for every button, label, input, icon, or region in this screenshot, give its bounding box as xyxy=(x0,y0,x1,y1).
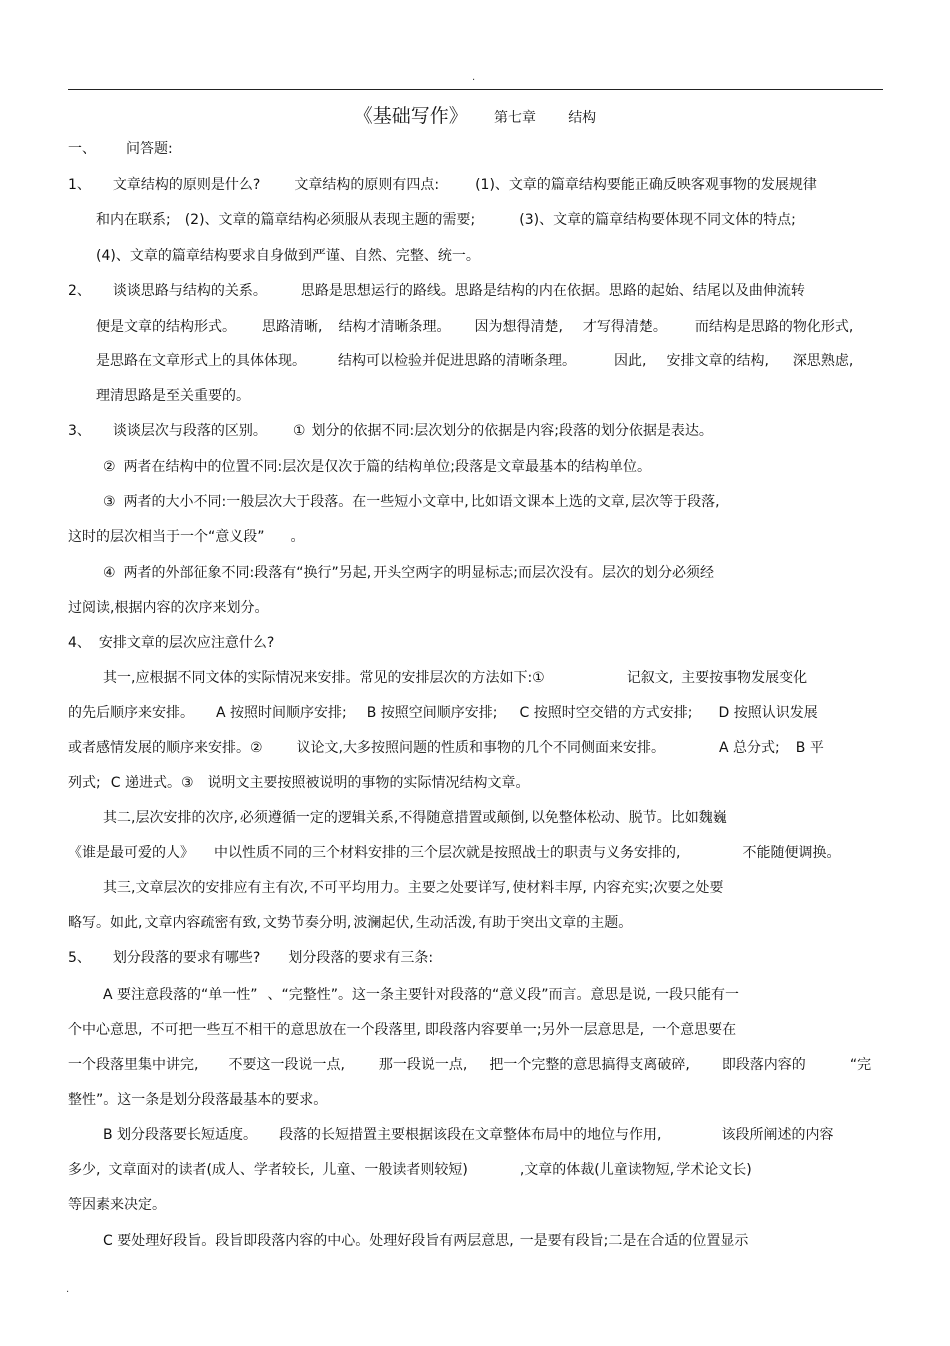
book-title: 《基础写作》 xyxy=(353,105,468,127)
text-segment: 略写。如此, xyxy=(68,915,143,931)
text-segment: 理清思路是至关重要的。 xyxy=(96,388,250,404)
text-segment: 文章内容疏密有致, xyxy=(144,915,261,931)
text-segment: 和内在联系; xyxy=(96,212,171,228)
text-segment: 文章面对的读者(成人、学者较长, xyxy=(108,1162,315,1178)
text-segment: 使材料丰厚, xyxy=(512,880,587,896)
text-segment: 等因素来决定。 xyxy=(68,1197,166,1213)
text-segment: C 要处理好段旨。段旨即段落内容的中心。处理好段旨有两层意思, xyxy=(103,1233,514,1249)
text-segment: 结构才清晰条理。 xyxy=(338,319,451,335)
chapter-label: 第七章 xyxy=(494,110,536,126)
text-line xyxy=(68,599,268,617)
header-rule xyxy=(68,89,883,90)
text-segment: 两者的外部征象不同:段落有“换行”另起, xyxy=(123,565,372,581)
text-segment: C 按照时空交错的方式安排; xyxy=(519,705,693,721)
text-segment: 一、 xyxy=(68,141,96,157)
text-line xyxy=(96,387,250,405)
text-segment: 主要按事物发展变化 xyxy=(681,670,808,686)
text-line xyxy=(103,564,714,582)
text-segment: 两者的大小不同:一般层次大于段落。在一些短小文章中, xyxy=(123,494,469,510)
text-segment: 有助于突出文章的主题。 xyxy=(478,915,633,931)
text-segment: 议论文,大多按照问题的性质和事物的几个不同侧面来安排。 xyxy=(296,740,666,756)
text-segment: 儿童、一般读者则较短) xyxy=(322,1162,468,1178)
text-segment: 因此, xyxy=(614,353,647,369)
text-segment: 结构可以检验并促进思路的清晰条理。 xyxy=(338,353,576,369)
text-segment: 思路是思想运行的路线。思路是结构的内在依据。思路的起始、结尾以及曲伸流转 xyxy=(300,283,805,299)
text-segment: 个中心意思, xyxy=(68,1022,143,1038)
text-segment: 即段落内容的 xyxy=(721,1057,806,1073)
footer-mark: . xyxy=(66,1284,70,1295)
text-segment: 不可把一些互不相干的意思放在一个段落里, xyxy=(150,1022,421,1038)
text-line xyxy=(68,1196,166,1214)
text-segment: 说明文主要按照被说明的事物的实际情况结构文章。 xyxy=(207,775,530,791)
text-segment: 谈谈层次与段落的区别。 xyxy=(112,423,267,439)
text-segment: C 递进式。③ xyxy=(110,775,194,791)
text-segment: 段落的长短措置主要根据该段在文章整体布局中的地位与作用, xyxy=(279,1127,662,1143)
text-line xyxy=(68,739,824,757)
text-segment: 安排文章的层次应注意什么? xyxy=(98,635,275,651)
text-segment: 不能随便调换。 xyxy=(742,845,841,861)
text-segment: (4)、文章的篇章结构要求自身做到严谨、自然、完整、统一。 xyxy=(96,248,480,264)
text-segment: 或者感情发展的顺序来安排。② xyxy=(68,740,263,756)
text-segment: 即段落内容要单一;另外一层意思是, xyxy=(424,1022,645,1038)
text-segment: 1、 xyxy=(68,177,91,193)
text-segment: 过阅读,根据内容的次序来划分。 xyxy=(68,600,269,616)
text-segment: 4、 xyxy=(68,635,91,651)
text-segment: (2)、文章的篇章结构必须服从表现主题的需要; xyxy=(184,212,476,228)
text-line xyxy=(68,282,805,300)
text-segment: 划分段落的要求有哪些? xyxy=(112,950,261,966)
text-segment: 生动活泼, xyxy=(415,915,477,931)
text-line xyxy=(68,528,305,546)
text-segment: 一个意思要在 xyxy=(652,1022,737,1038)
text-segment: 思路清晰, xyxy=(262,319,323,335)
text-segment: 必须遵循一定的逻辑关系,不得随意措置或颠倒, xyxy=(239,810,529,826)
text-segment: 深思熟虑, xyxy=(792,353,854,369)
text-segment: 把一个完整的意思搞得支离破碎, xyxy=(489,1057,690,1073)
text-segment: 不要这一段说一点, xyxy=(228,1057,345,1073)
text-line xyxy=(68,774,530,792)
text-segment: A 要注意段落的“单一性” xyxy=(103,987,258,1003)
text-line xyxy=(68,140,173,158)
text-segment: 列式; xyxy=(68,775,101,791)
text-segment: 便是文章的结构形式。 xyxy=(96,319,236,335)
text-segment: 。 xyxy=(290,529,305,545)
text-segment: 而结构是思路的物化形式, xyxy=(694,319,854,335)
text-segment: 《谁是最可爱的人》 xyxy=(68,845,194,861)
text-segment: D 按照认识发展 xyxy=(718,705,818,721)
text-segment: 问答题: xyxy=(126,141,173,157)
text-line xyxy=(68,1021,736,1039)
text-segment: 波澜起伏, xyxy=(353,915,414,931)
text-segment: 整性”。这一条是划分段落最基本的要求。 xyxy=(68,1092,328,1108)
text-segment: 比如语文课本上选的文章, xyxy=(470,494,630,510)
text-segment: 、“完整性”。这一条主要针对段落的“意义段”而言。意思是说, xyxy=(267,987,652,1003)
text-segment: 学术论文长) xyxy=(676,1162,752,1178)
text-segment: ② xyxy=(103,459,116,475)
text-segment: 其二,层次安排的次序, xyxy=(103,810,238,826)
text-line xyxy=(96,247,480,265)
text-line xyxy=(68,634,274,652)
text-segment: 一个段落里集中讲完, xyxy=(68,1057,199,1073)
text-segment: 2、 xyxy=(68,283,91,299)
text-segment: 5、 xyxy=(68,950,91,966)
text-segment: B 划分段落要长短适度。 xyxy=(103,1127,258,1143)
text-segment: 那一段说一点, xyxy=(378,1057,468,1073)
text-segment: 这时的层次相当于一个“意义段” xyxy=(68,529,265,545)
text-segment: 两者在结构中的位置不同:层次是仅次于篇的结构单位;段落是文章最基本的结构单位。 xyxy=(123,459,651,475)
text-segment: “完 xyxy=(849,1057,872,1073)
text-segment: 文势节奏分明, xyxy=(262,915,352,931)
text-segment: 内容充实;次要之处要 xyxy=(592,880,724,896)
text-line xyxy=(68,914,632,932)
text-segment: 是思路在文章形式上的具体体现。 xyxy=(96,353,306,369)
text-line xyxy=(68,949,433,967)
text-line xyxy=(96,211,796,229)
text-segment: ③ xyxy=(103,494,116,510)
text-segment: 多少, xyxy=(68,1162,101,1178)
text-line xyxy=(103,1126,834,1144)
text-segment: 一段只能有一 xyxy=(655,987,740,1003)
text-segment: 划分的依据不同:层次划分的依据是内容;段落的划分依据是表达。 xyxy=(311,423,713,439)
text-line xyxy=(68,1161,752,1179)
text-line xyxy=(68,176,817,194)
text-line xyxy=(103,669,807,687)
text-line xyxy=(103,879,724,897)
text-segment: 因为想得清楚, xyxy=(474,319,563,335)
text-segment: 以免整体松动、脱节。比如魏巍 xyxy=(530,810,727,826)
text-segment: ① xyxy=(292,423,306,439)
text-segment: (1)、文章的篇章结构要能正确反映客观事物的发展规律 xyxy=(475,177,817,193)
text-segment: A 总分式; xyxy=(719,740,780,756)
text-line xyxy=(103,809,727,827)
text-segment: ④ xyxy=(103,565,116,581)
text-line xyxy=(96,318,853,336)
text-segment: 开头空两字的明显标志;而层次没有。层次的划分必须经 xyxy=(373,565,714,581)
text-segment: 文章结构的原则是什么? xyxy=(112,177,261,193)
text-segment: B 平 xyxy=(795,740,824,756)
text-segment: ,文章的体裁(儿童读物短, xyxy=(519,1162,675,1178)
text-line xyxy=(68,844,840,862)
text-segment: 的先后顺序来安排。 xyxy=(68,705,194,721)
text-line xyxy=(103,1232,748,1250)
text-segment: 一是要有段旨;二是在合适的位置显示 xyxy=(519,1233,749,1249)
text-segment: 谈谈思路与结构的关系。 xyxy=(112,283,267,299)
text-segment: 3、 xyxy=(68,423,91,439)
text-segment: B 按照空间顺序安排; xyxy=(366,705,498,721)
text-line xyxy=(68,1056,871,1074)
text-line xyxy=(103,493,720,511)
text-segment: 中以性质不同的三个材料安排的三个层次就是按照战士的职责与义务安排的, xyxy=(214,845,681,861)
text-segment: 该段所阐述的内容 xyxy=(721,1127,834,1143)
text-segment: (3)、文章的篇章结构要体现不同文体的特点; xyxy=(519,212,796,228)
text-segment: 记叙文, xyxy=(626,670,674,686)
text-line xyxy=(96,352,853,370)
text-segment: 才写得清楚。 xyxy=(582,319,667,335)
text-segment: 其一,应根据不同文体的实际情况来安排。常见的安排层次的方法如下:① xyxy=(103,670,545,686)
chapter-topic: 结构 xyxy=(568,110,597,126)
header-mark: . xyxy=(472,72,476,83)
text-line xyxy=(103,458,651,476)
text-segment: 文章结构的原则有四点: xyxy=(294,177,440,193)
text-segment: 层次等于段落, xyxy=(631,494,720,510)
text-segment: 安排文章的结构, xyxy=(666,353,769,369)
text-segment: 不可平均用力。主要之处要详写, xyxy=(309,880,511,896)
text-segment: 划分段落的要求有三条: xyxy=(288,950,434,966)
text-segment: 其三,文章层次的安排应有主有次, xyxy=(103,880,308,896)
text-line xyxy=(68,422,713,440)
text-segment: A 按照时间顺序安排; xyxy=(216,705,347,721)
text-line xyxy=(103,986,739,1004)
text-line xyxy=(68,704,818,722)
page-title xyxy=(0,101,950,128)
text-line xyxy=(68,1091,327,1109)
